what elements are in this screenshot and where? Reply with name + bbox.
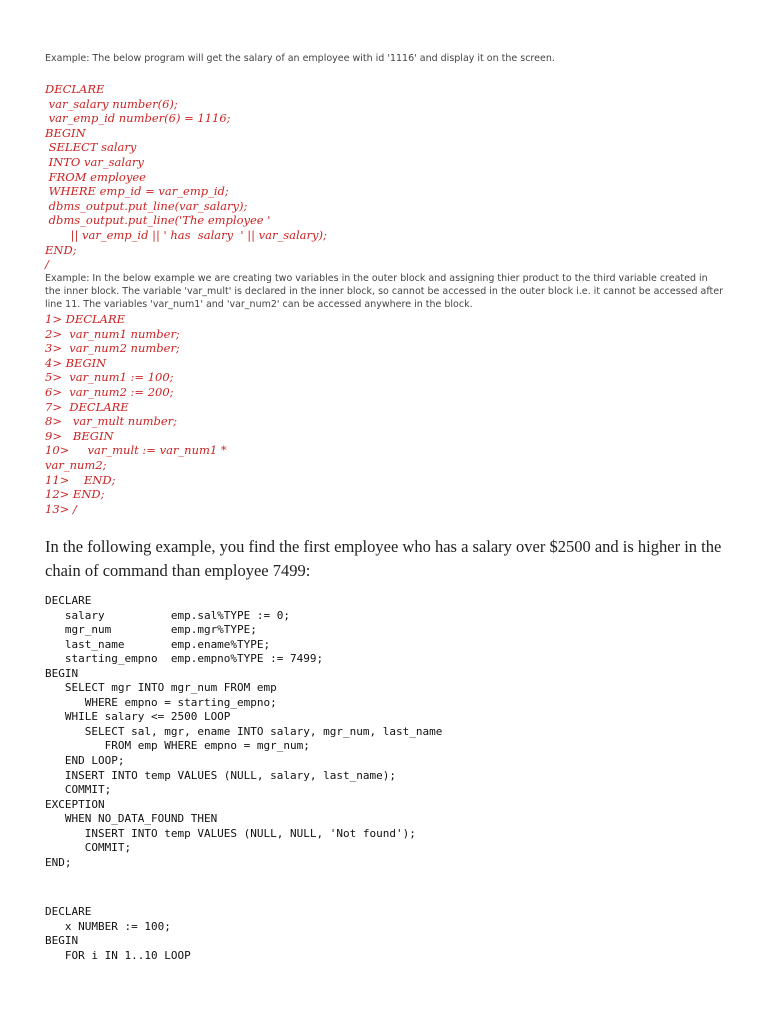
code-block-employee-chain: DECLARE salary emp.sal%TYPE := 0; mgr_num emp.mgr%TYPE; last_name emp.ename%TYPE; starting_empno emp.empno%TYPE := 7499; BEGIN SELECT mgr INTO mgr_num FROM emp WHERE empno = starting_empno; WHILE salary <= 2500 LOOP SELECT sal, mgr, ename INTO salary, mgr_num, last_name FROM emp WHERE empno = mgr_num; END LOOP; INSERT INTO temp VALUES (NULL, salary, last_name); COMMIT; EXCEPTION WHEN NO_DATA_FOUND THEN INSERT INTO temp VALUES (NULL, NULL, 'Not found'); COMMIT; END;: [45, 594, 443, 869]
example-intro-nested-blocks: Example: In the below example we are creating two variables in the outer block and assigning thier product to the third variable created in the inner block. The variable 'var_mult' is declared in the inner block, so cannot be accessed in the outer block i.e. it cannot be accessed after line 11. The variables 'var_num1' and 'var_num2' can be accessed anywhere in the block.: [45, 273, 727, 310]
example-intro-salary: Example: The below program will get the salary of an employee with id '1116' and display it on the screen.: [45, 53, 555, 64]
code-block-loop-example: DECLARE x NUMBER := 100; BEGIN FOR i IN 1..10 LOOP: [45, 905, 191, 962]
code-block-salary-example: DECLARE var_salary number(6); var_emp_id number(6) = 1116; BEGIN SELECT salary INTO var_salary FROM employee WHERE emp_id = var_emp_id; dbms_output.put_line(var_salary); dbms_output.put_line('The employee ' || var_emp_id || ' has salary ' || var_salary); END; /: [45, 82, 327, 272]
code-block-nested-example: 1> DECLARE 2> var_num1 number; 3> var_num2 number; 4> BEGIN 5> var_num1 := 100; 6> var_num2 := 200; 7> DECLARE 8> var_mult number; 9> BEGIN 10> var_mult := var_num1 * var_num2; 11> END; 12> END; 13> /: [45, 312, 227, 516]
example-intro-employee-chain: In the following example, you find the first employee who has a salary over $2500 and is higher in the chain of command than employee 7499:: [45, 537, 726, 580]
